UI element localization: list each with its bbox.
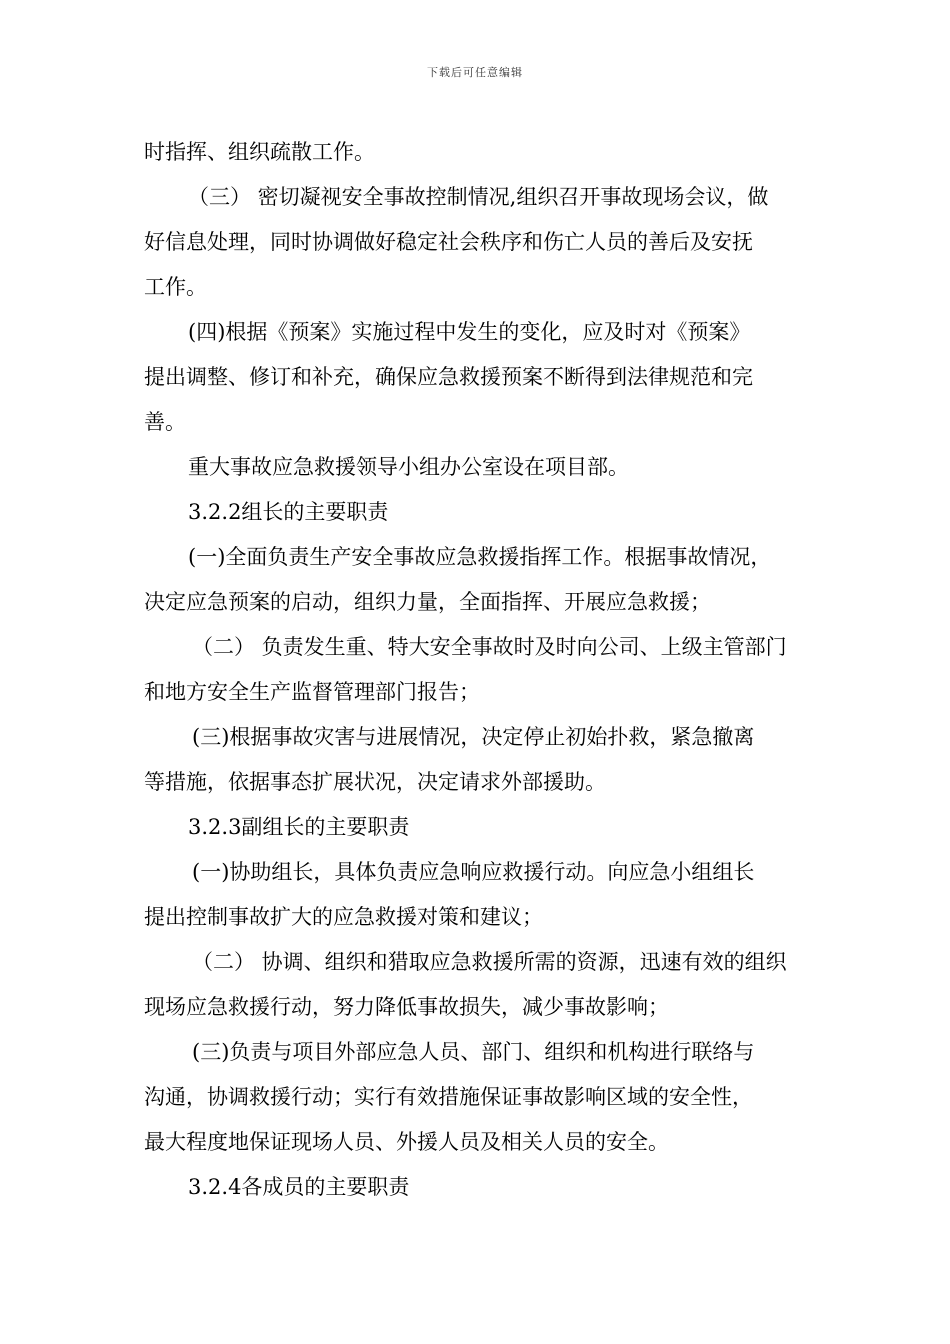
paragraph-line: 最大程度地保证现场人员、外援人员及相关人员的安全。	[144, 1130, 669, 1154]
section-heading: 3.2.3副组长的主要职责	[188, 815, 410, 839]
page-header: 下载后可任意编辑	[427, 66, 523, 79]
paragraph-line: 好信息处理，同时协调做好稳定社会秩序和伤亡人员的善后及安抚	[144, 230, 753, 254]
paragraph-line: （二） 负责发生重、特大安全事故时及时向公司、上级主管部门	[192, 635, 787, 659]
paragraph-line: 决定应急预案的启动，组织力量，全面指挥、开展应急救援；	[144, 590, 711, 614]
paragraph-line: 现场应急救援行动，努力降低事故损失，减少事故影响；	[144, 995, 669, 1019]
paragraph-line: (三)根据事故灾害与进展情况，决定停止初始扑救，紧急撤离	[192, 725, 755, 749]
paragraph-line: 沟通，协调救援行动；实行有效措施保证事故影响区域的安全性，	[144, 1085, 753, 1109]
paragraph-line: 和地方安全生产监督管理部门报告；	[144, 680, 480, 704]
paragraph-line: 提出控制事故扩大的应急救援对策和建议；	[144, 905, 543, 929]
paragraph-line: (三)负责与项目外部应急人员、部门、组织和机构进行联络与	[192, 1040, 755, 1064]
paragraph-line: (一)协助组长，具体负责应急响应救援行动。向应急小组组长	[192, 860, 755, 884]
paragraph-line: (一)全面负责生产安全事故应急救援指挥工作。根据事故情况，	[188, 545, 772, 569]
paragraph-line: (四)根据《预案》实施过程中发生的变化，应及时对《预案》	[188, 320, 751, 344]
paragraph-line: 善。	[144, 410, 186, 434]
paragraph-line: 时指挥、组织疏散工作。	[144, 140, 375, 164]
paragraph-line: 等措施，依据事态扩展状况，决定请求外部援助。	[144, 770, 606, 794]
paragraph-line: （三） 密切凝视安全事故控制情况,组织召开事故现场会议，做	[188, 185, 769, 209]
section-heading: 3.2.2组长的主要职责	[188, 500, 389, 524]
paragraph-line: （二） 协调、组织和猎取应急救援所需的资源，迅速有效的组织	[192, 950, 787, 974]
paragraph-line: 提出调整、修订和补充，确保应急救援预案不断得到法律规范和完	[144, 365, 753, 389]
paragraph-line: 工作。	[144, 275, 207, 299]
section-heading: 3.2.4各成员的主要职责	[188, 1175, 410, 1199]
document-body	[144, 130, 814, 1210]
paragraph-line: 重大事故应急救援领导小组办公室设在项目部。	[188, 455, 629, 479]
